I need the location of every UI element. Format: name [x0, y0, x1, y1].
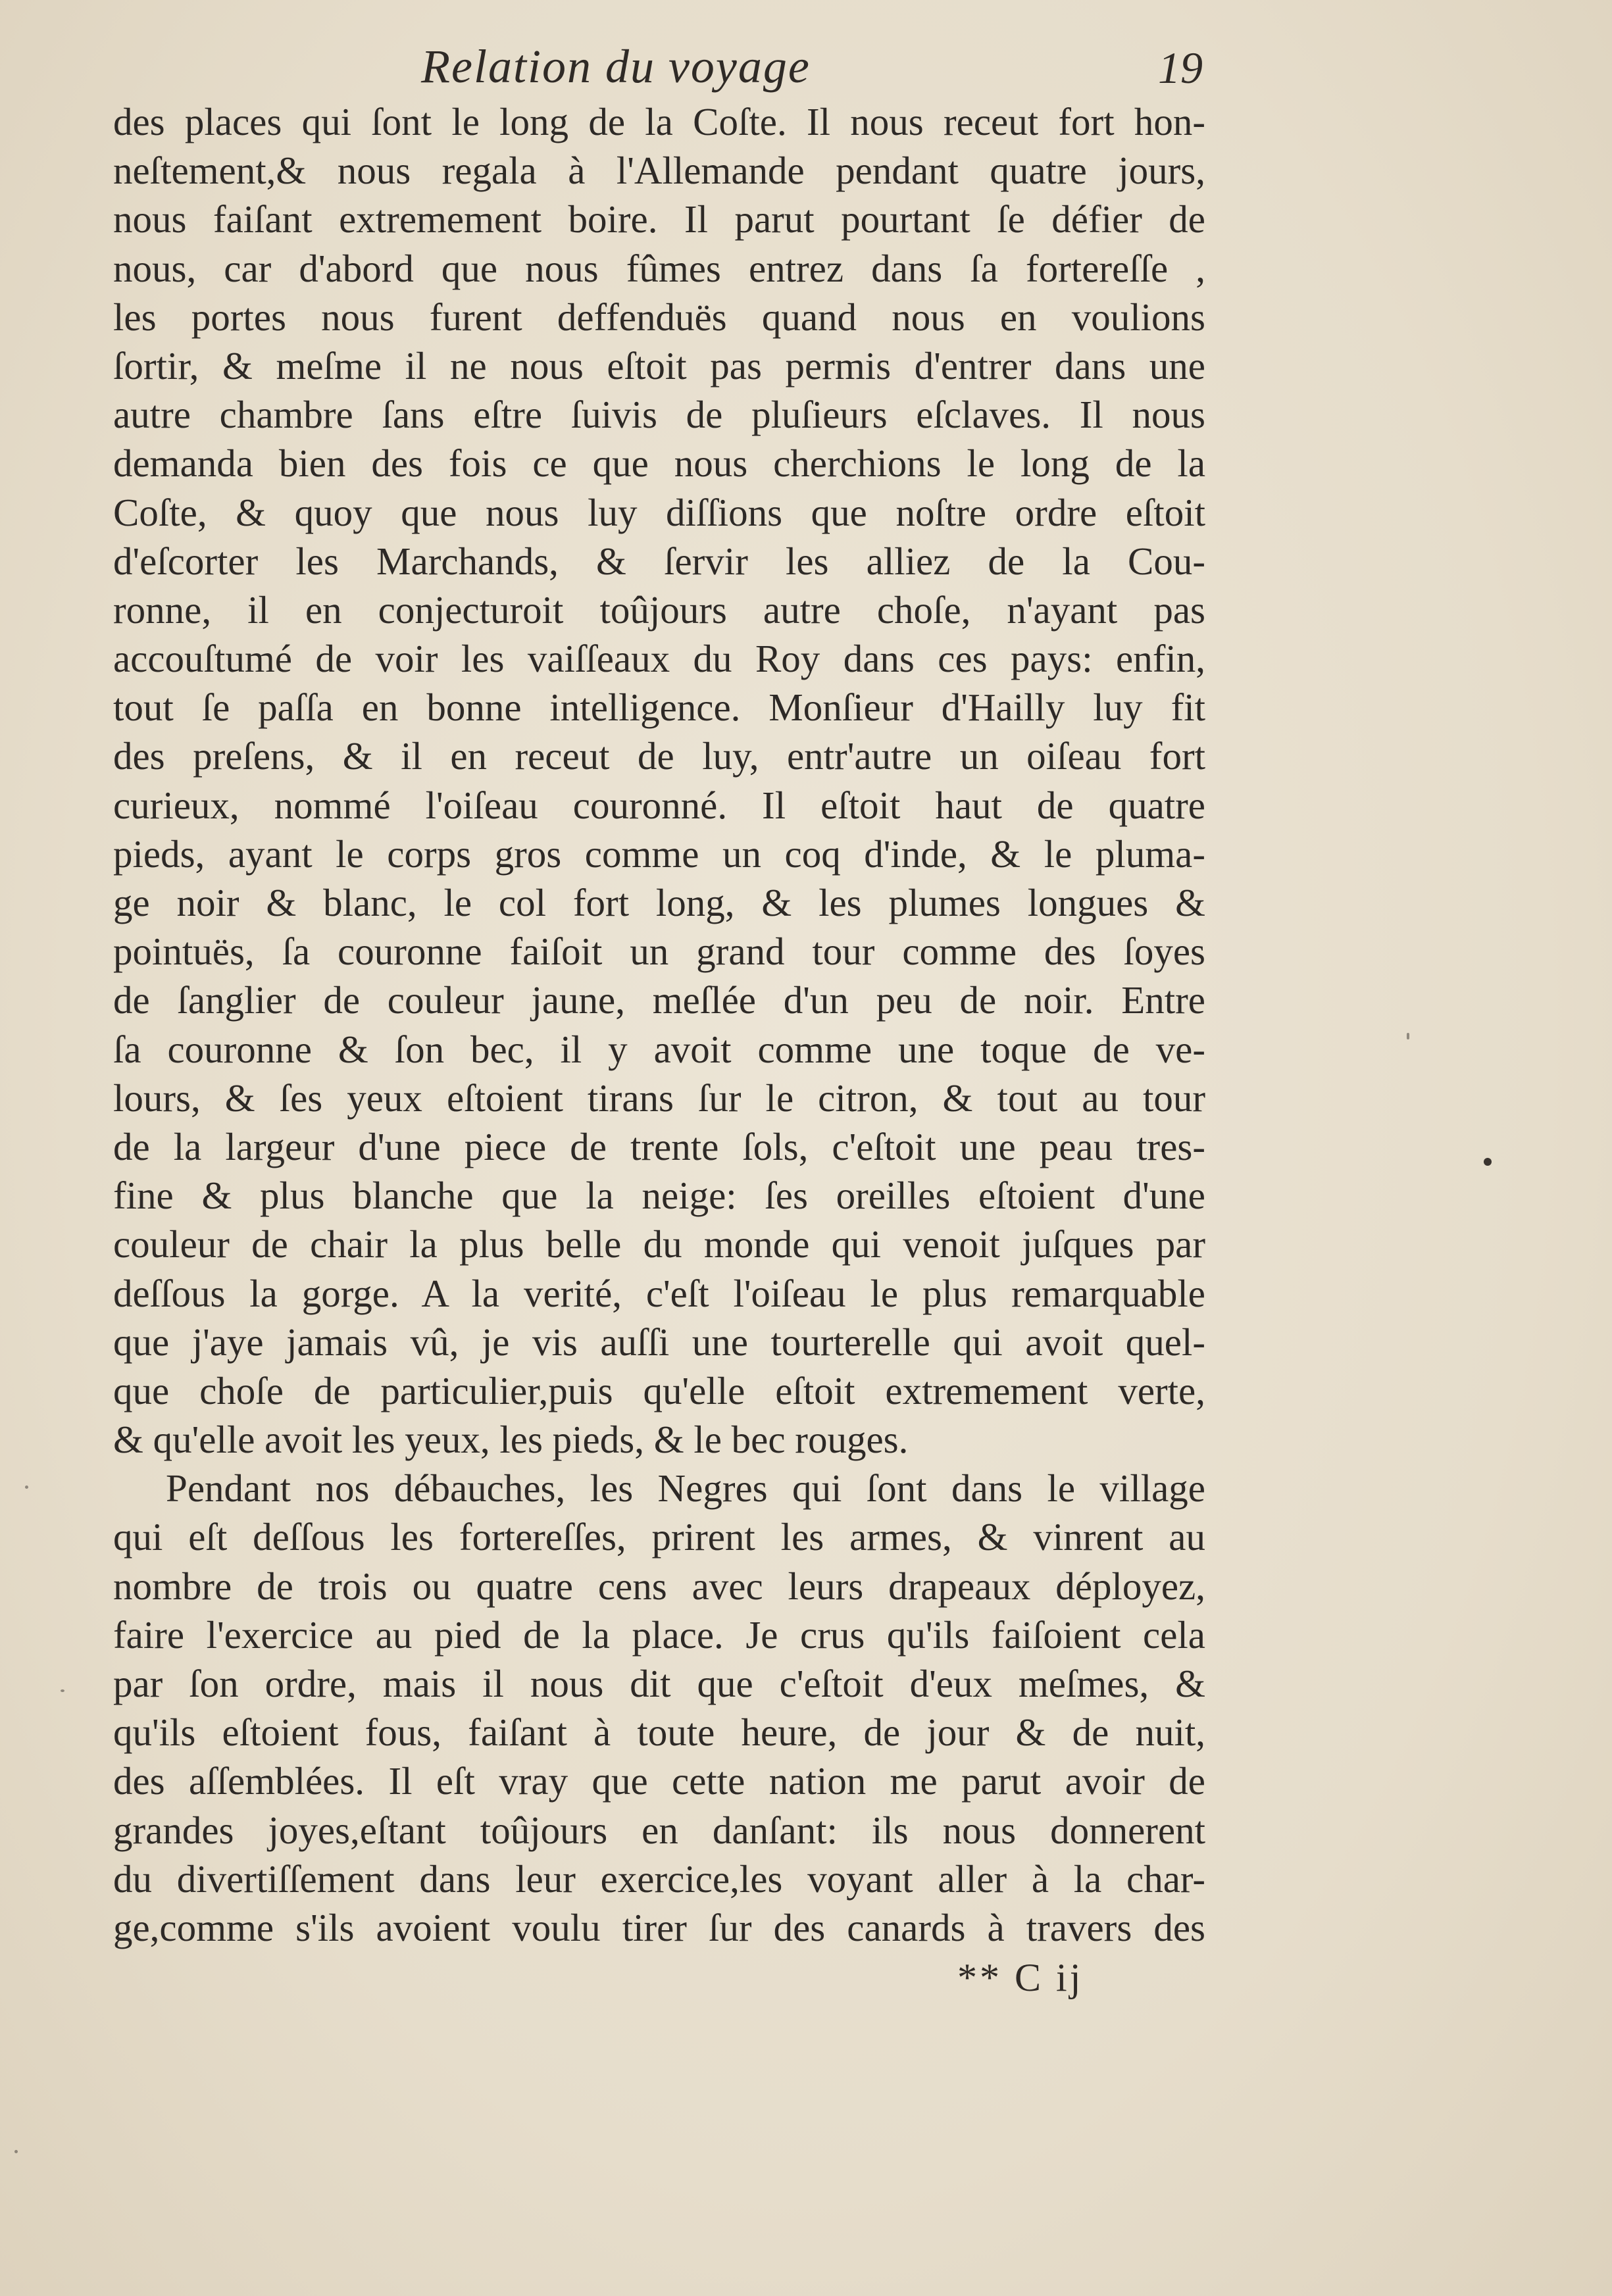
ink-speck [1484, 1158, 1492, 1166]
ink-speck [1407, 1033, 1409, 1039]
paragraph-1 [113, 97, 1205, 1464]
text-line: Pendant nos débauches, les Negres qui ſont dans le village [166, 1466, 1205, 1510]
text-line: que j'aye jamais vû, je vis auſſi une tourterelle qui avoit quel- [113, 1320, 1205, 1364]
text-line: des aſſemblées. Il eſt vray que cette nation me parut avoir de [113, 1759, 1205, 1803]
text-line: couleur de chair la plus belle du monde qui venoit juſques par [113, 1222, 1205, 1266]
text-line: les portes nous furent deffenduës quand nous en voulions [113, 295, 1205, 339]
text-line: & qu'elle avoit les yeux, les pieds, & le bec rouges. [113, 1418, 909, 1462]
text-line: ſortir, & meſme il ne nous eſtoit pas permis d'entrer dans une [113, 343, 1205, 387]
text-line: ronne, il en conjecturoit toûjours autre choſe, n'ayant pas [113, 587, 1205, 632]
text-line: du divertiſſement dans leur exercice,les voyant aller à la char- [113, 1857, 1205, 1901]
text-line: fine & plus blanche que la neige: ſes oreilles eſtoient d'une [113, 1174, 1205, 1218]
text-line: grandes joyes,eſtant toûjours en danſant: ils nous donnerent [113, 1808, 1205, 1852]
text-line: qu'ils eſtoient fous, faiſant à toute heure, de jour & de nuit, [113, 1710, 1205, 1755]
text-line: pointuës, ſa couronne faiſoit un grand tour comme des ſoyes [113, 930, 1205, 974]
page-number: 19 [1158, 43, 1203, 93]
text-line: pieds, ayant le corps gros comme un coq d'inde, & le pluma- [113, 832, 1205, 876]
text-line: neſtement,& nous regala à l'Allemande pendant quatre jours, [113, 149, 1205, 193]
text-line: des preſens, & il en receut de luy, entr'autre un oiſeau fort [113, 734, 1205, 778]
ink-speck [25, 1485, 28, 1489]
text-line: accouſtumé de voir les vaiſſeaux du Roy dans ces pays: enfin, [113, 637, 1205, 681]
text-line: autre chambre ſans eſtre ſuivis de pluſieurs eſclaves. Il nous [113, 393, 1205, 437]
text-line: deſſous la gorge. A la verité, c'eſt l'oiſeau le plus remarquable [113, 1271, 1205, 1315]
text-line: ge,comme s'ils avoient voulu tirer ſur des canards à travers des [113, 1905, 1205, 1949]
text-line: ſa couronne & ſon bec, il y avoit comme une toque de ve- [113, 1027, 1205, 1071]
text-line: nous faiſant extremement boire. Il parut pourtant ſe défier de [113, 197, 1205, 241]
text-line: de la largeur d'une piece de trente ſols, c'eſtoit une peau tres- [113, 1124, 1205, 1168]
text-line: de ſanglier de couleur jaune, meſlée d'un peu de noir. Entre [113, 978, 1205, 1022]
text-line: faire l'exercice au pied de la place. Je crus qu'ils faiſoient cela [113, 1612, 1205, 1657]
text-line: tout ſe paſſa en bonne intelligence. Monſieur d'Hailly luy fit [113, 686, 1205, 730]
text-line: lours, & ſes yeux eſtoient tirans ſur le citron, & tout au tour [113, 1076, 1205, 1120]
text-line: qui eſt deſſous les fortereſſes, prirent les armes, & vinrent au [113, 1515, 1205, 1559]
text-line: des places qui ſont le long de la Coſte. Il nous receut fort hon- [113, 100, 1205, 143]
text-line: d'eſcorter les Marchands, & ſervir les alliez de la Cou- [113, 539, 1205, 583]
paragraph-2 [113, 1464, 1205, 1952]
signature-mark: ** C ij [957, 1956, 1084, 1999]
body-text [113, 97, 1205, 1952]
text-line: nous, car d'abord que nous fûmes entrez dans ſa fortereſſe , [113, 246, 1205, 290]
ink-speck [14, 2150, 18, 2153]
text-line: nombre de trois ou quatre cens avec leurs drapeaux déployez, [113, 1564, 1205, 1608]
ink-speck [61, 1689, 64, 1692]
text-line: demanda bien des fois ce que nous cherchions le long de la [113, 441, 1205, 486]
text-line: ge noir & blanc, le col fort long, & les plumes longues & [113, 881, 1205, 924]
text-line: que choſe de particulier,puis qu'elle eſtoit extremement verte, [113, 1368, 1205, 1412]
text-line: Coſte, & quoy que nous luy diſſions que noſtre ordre eſtoit [113, 490, 1205, 534]
text-line: par ſon ordre, mais il nous dit que c'eſtoit d'eux meſmes, & [113, 1662, 1205, 1705]
running-title: Relation du voyage [421, 40, 811, 93]
text-line: curieux, nommé l'oiſeau couronné. Il eſtoit haut de quatre [113, 783, 1205, 827]
